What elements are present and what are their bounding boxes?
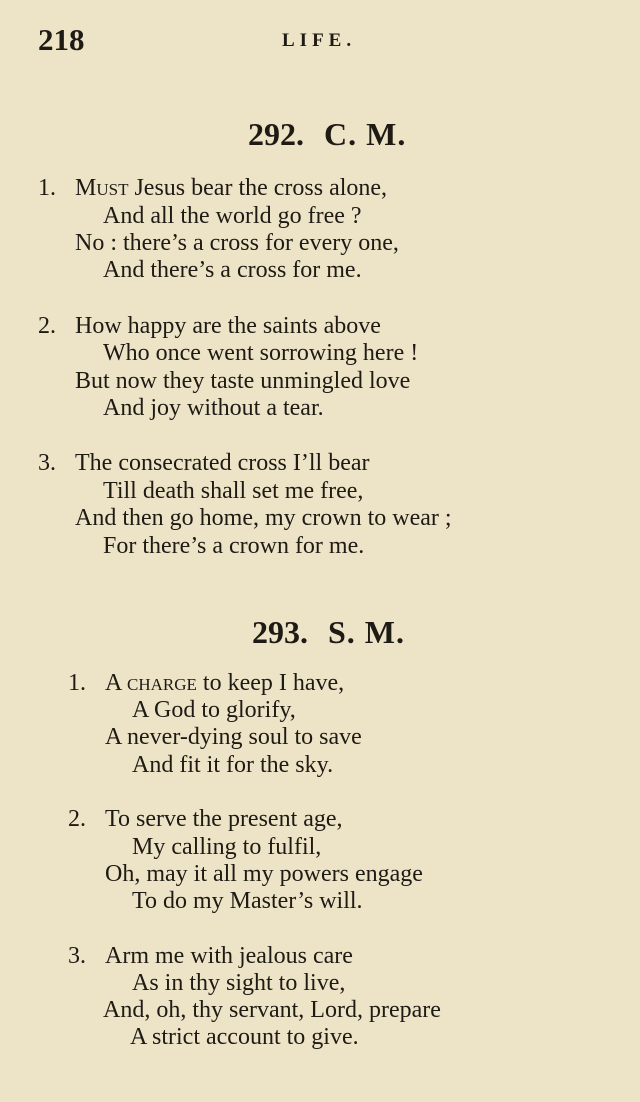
- stanza-number: 1.: [38, 175, 56, 201]
- hymn-number: 292.: [248, 116, 304, 152]
- verse-line: And there’s a cross for me.: [103, 257, 362, 283]
- verse-first-word: Must: [75, 175, 129, 201]
- stanza-number: 3.: [68, 943, 86, 969]
- stanza-number: 3.: [38, 450, 56, 476]
- verse-line: Who once went sorrowing here !: [103, 340, 419, 366]
- page-number: 218: [38, 22, 85, 57]
- verse-first-rest: Jesus bear the cross alone,: [128, 175, 388, 201]
- hymn-meter: S. M.: [328, 614, 405, 650]
- verse-line: A God to glorify,: [132, 697, 296, 723]
- hymn-number: 293.: [252, 614, 308, 650]
- verse-line: But now they taste unmingled love: [75, 368, 411, 394]
- hymn-meter: C. M.: [324, 116, 407, 152]
- verse-line: Till death shall set me free,: [103, 478, 364, 504]
- verse-line: Arm me with jealous care: [105, 943, 353, 969]
- stanza-number: 1.: [68, 670, 86, 696]
- verse-line: To do my Master’s will.: [132, 888, 363, 914]
- verse-line: The consecrated cross I’ll bear: [75, 450, 370, 476]
- verse-line: A strict account to give.: [130, 1024, 359, 1050]
- verse-line: How happy are the saints above: [75, 313, 381, 339]
- verse-line: And all the world go free ?: [103, 203, 362, 229]
- verse-first-word: A charge: [105, 670, 197, 696]
- hymn-292-heading: [248, 116, 406, 153]
- verse-line: And then go home, my crown to wear ;: [75, 505, 452, 531]
- verse-line: And fit it for the sky.: [132, 752, 334, 778]
- verse-line: For there’s a crown for me.: [103, 533, 365, 559]
- verse-line: A never-dying soul to save: [105, 724, 362, 750]
- stanza-number: 2.: [38, 313, 56, 339]
- stanza-number: 2.: [68, 806, 86, 832]
- verse-line: No : there’s a cross for every one,: [75, 230, 399, 256]
- verse-line: [75, 174, 387, 202]
- verse-line: My calling to fulfil,: [132, 834, 322, 860]
- running-title: LIFE.: [282, 30, 357, 51]
- verse-line: Oh, may it all my powers engage: [105, 861, 423, 887]
- verse-first-rest: to keep I have,: [196, 670, 345, 696]
- verse-line: And, oh, thy servant, Lord, prepare: [103, 997, 441, 1023]
- verse-line: To serve the present age,: [105, 806, 343, 832]
- verse-line: As in thy sight to live,: [132, 970, 346, 996]
- hymn-293-heading: [252, 614, 405, 651]
- verse-line: [105, 669, 344, 697]
- verse-line: And joy without a tear.: [103, 395, 324, 421]
